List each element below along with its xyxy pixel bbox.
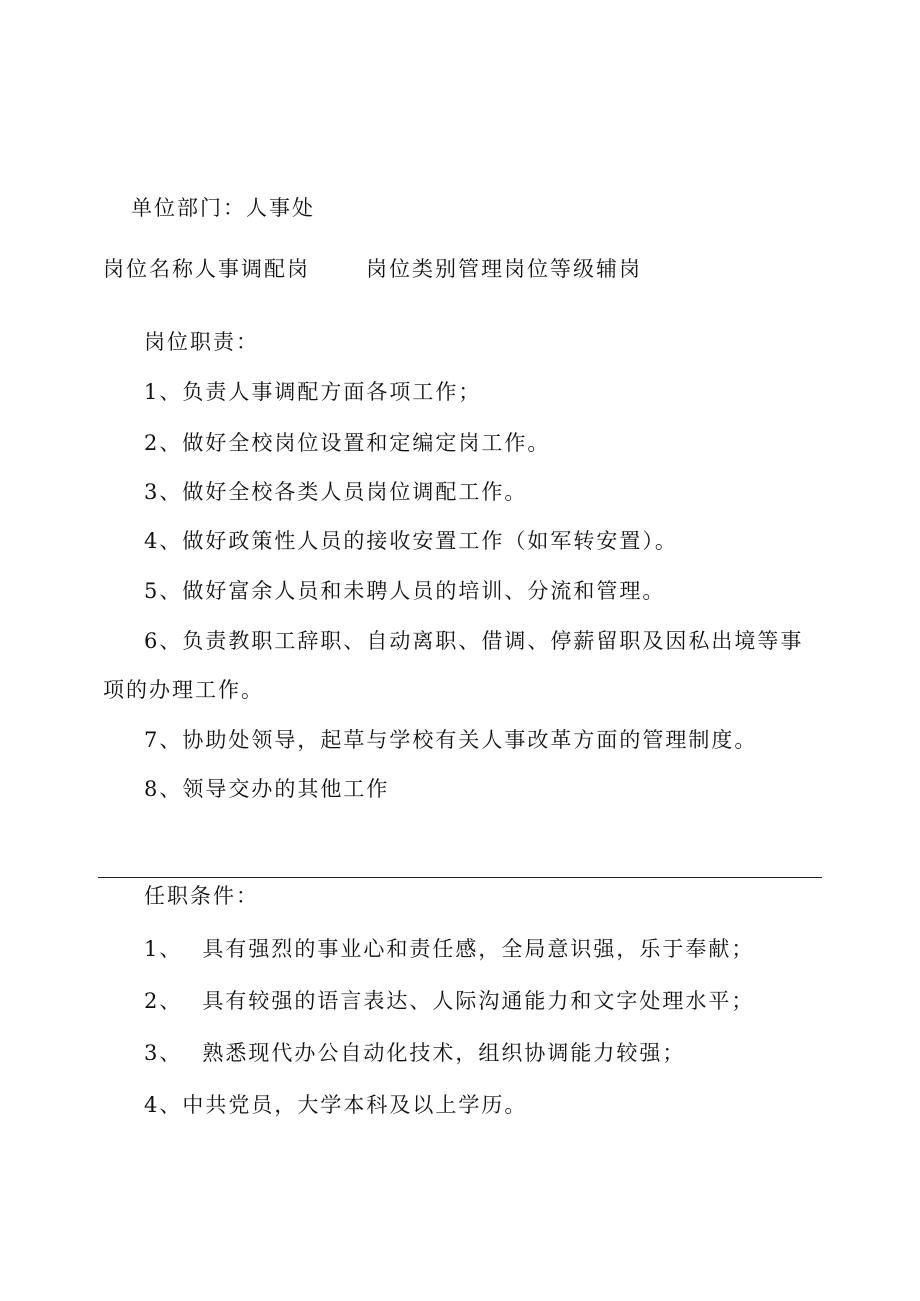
duty-item-2: 2、做好全校岗位设置和定编定岗工作。 — [144, 431, 551, 455]
requirement-text: 具有较强的语言表达、人际沟通能力和文字处理水平； — [202, 989, 755, 1013]
duty-item-6: 6、负责教职工辞职、自动离职、借调、停薪留职及因私出境等事 — [144, 629, 804, 653]
post-name: 岗位名称人事调配岗 — [103, 257, 310, 281]
duty-item-5: 5、做好富余人员和未聘人员的培训、分流和管理。 — [144, 579, 666, 603]
duty-item-3: 3、做好全校各类人员岗位调配工作。 — [144, 480, 528, 504]
requirement-number: 1、 — [144, 937, 183, 961]
duty-item-4: 4、做好政策性人员的接收安置工作（如军转安置）。 — [144, 529, 678, 553]
requirement-item-3 — [144, 1040, 685, 1066]
requirement-text: 具有强烈的事业心和责任感，全局意识强，乐于奉献； — [202, 937, 755, 961]
duties-title: 岗位职责： — [144, 330, 259, 354]
requirement-number: 3、 — [144, 1041, 183, 1065]
requirement-text: 熟悉现代办公自动化技术，组织协调能力较强； — [202, 1041, 686, 1065]
post-info-line — [103, 256, 642, 282]
requirement-item-2 — [144, 988, 754, 1014]
duty-item-7: 7、协助处领导，起草与学校有关人事改革方面的管理制度。 — [144, 728, 758, 752]
requirement-item-4: 4、中共党员，大学本科及以上学历。 — [144, 1093, 528, 1117]
unit-department: 单位部门：人事处 — [131, 196, 315, 220]
requirements-title: 任职条件： — [144, 884, 259, 908]
duty-item-6-continuation: 项的办理工作。 — [103, 678, 264, 702]
requirement-item-1 — [144, 936, 754, 962]
post-category: 岗位类别管理岗位等级辅岗 — [366, 257, 642, 281]
duty-item-8: 8、领导交办的其他工作 — [144, 777, 390, 801]
section-divider — [98, 877, 822, 878]
requirement-number: 2、 — [144, 989, 183, 1013]
duty-item-1: 1、负责人事调配方面各项工作； — [144, 380, 482, 404]
